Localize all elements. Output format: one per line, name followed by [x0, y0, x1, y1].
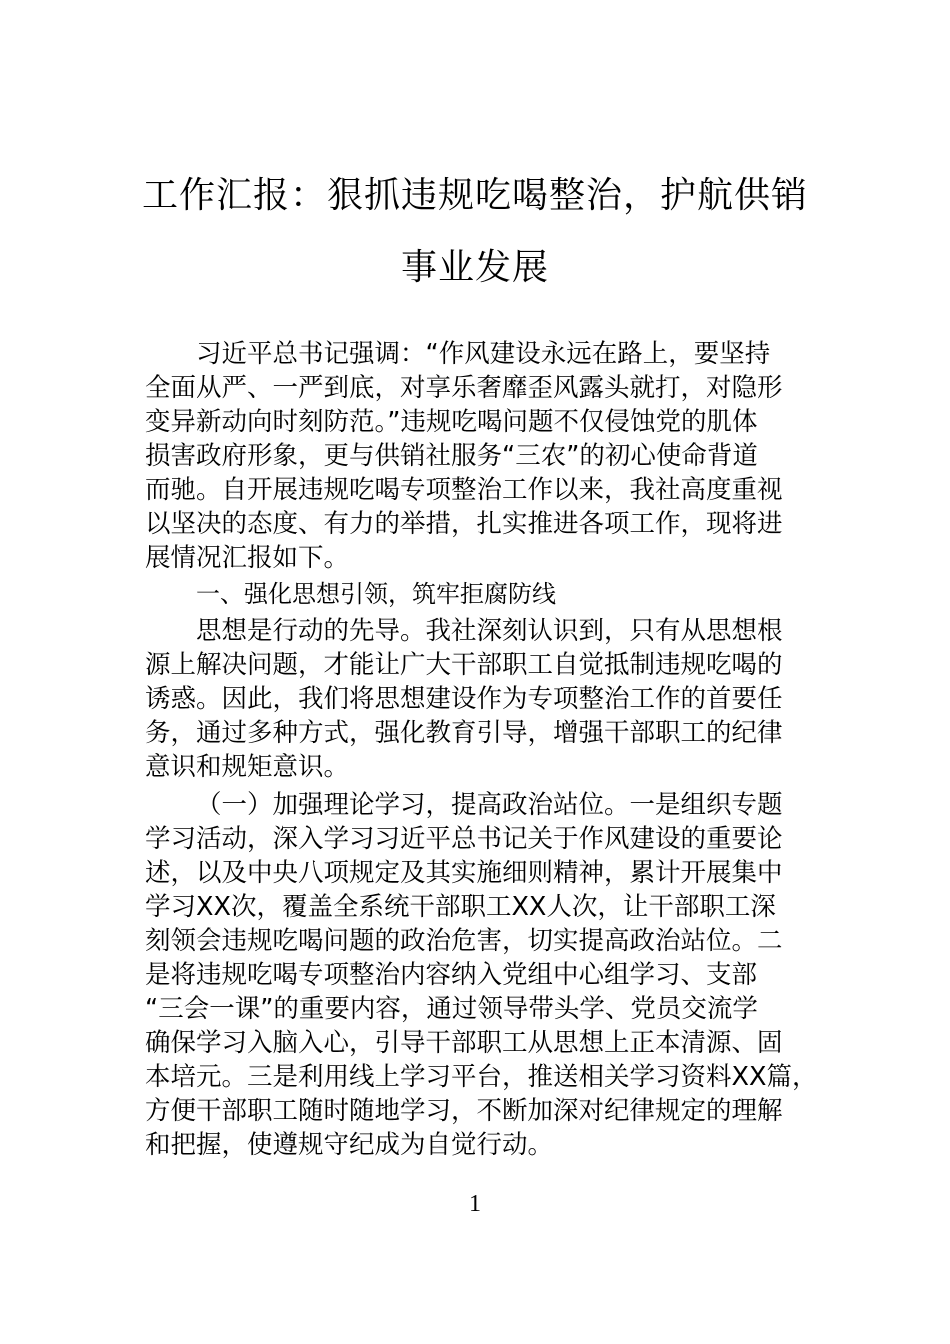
- paragraph-line: 意识和规矩意识。: [145, 752, 350, 782]
- paragraph-line: 学习活动，深入学习习近平总书记关于作风建设的重要论: [145, 824, 783, 854]
- paragraph-line: 以坚决的态度、有力的举措，扎实推进各项工作，现将进: [145, 509, 783, 539]
- paragraph-line: 损害政府形象，更与供销社服务“三农”的初心使命背道: [145, 441, 758, 471]
- paragraph-line: 源上解决问题，才能让广大干部职工自觉抵制违规吃喝的: [145, 650, 783, 680]
- paragraph-line: 是将违规吃喝专项整治内容纳入党组中心组学习、支部: [145, 960, 758, 990]
- document-title-line-2: 事业发展: [400, 247, 549, 288]
- page-number: 1: [469, 1191, 481, 1217]
- paragraph-line: 和把握，使遵规守纪成为自觉行动。: [145, 1130, 554, 1160]
- paragraph-line: 变异新动向时刻防范。”违规吃喝问题不仅侵蚀党的肌体: [145, 407, 758, 437]
- paragraph-line: 诱惑。因此，我们将思想建设作为专项整治工作的首要任: [145, 684, 783, 714]
- section-heading: 一、强化思想引领，筑牢拒腐防线: [196, 580, 556, 608]
- paragraph-line: （一）加强理论学习，提高政治站位。一是组织专题: [196, 790, 783, 820]
- paragraph-line: 全面从严、一严到底，对享乐奢靡歪风露头就打，对隐形: [145, 373, 783, 403]
- paragraph-line: 方便干部职工随时随地学习，不断加深对纪律规定的理解: [145, 1096, 783, 1126]
- paragraph-line: 而驰。自开展违规吃喝专项整治工作以来，我社高度重视: [145, 475, 783, 505]
- paragraph-line: 展情况汇报如下。: [145, 543, 350, 573]
- paragraph-line: 习近平总书记强调：“作风建设永远在路上，要坚持: [196, 339, 771, 369]
- paragraph-line: 务，通过多种方式，强化教育引导，增强干部职工的纪律: [145, 718, 783, 748]
- paragraph-line: 确保学习入脑入心，引导干部职工从思想上正本清源、固: [145, 1028, 783, 1058]
- paragraph-line: 本培元。三是利用线上学习平台，推送相关学习资料XX篇，: [145, 1062, 818, 1092]
- paragraph-line: 刻领会违规吃喝问题的政治危害，切实提高政治站位。二: [145, 926, 783, 956]
- paragraph-line: 述，以及中央八项规定及其实施细则精神，累计开展集中: [145, 858, 783, 888]
- document-title-line-1: 工作汇报：狠抓违规吃喝整治，护航供销: [141, 175, 808, 216]
- paragraph-line: 学习XX次，覆盖全系统干部职工XX人次，让干部职工深: [145, 892, 776, 922]
- paragraph-line: 思想是行动的先导。我社深刻认识到，只有从思想根: [196, 616, 783, 646]
- paragraph-line: “三会一课”的重要内容，通过领导带头学、党员交流学: [145, 994, 758, 1024]
